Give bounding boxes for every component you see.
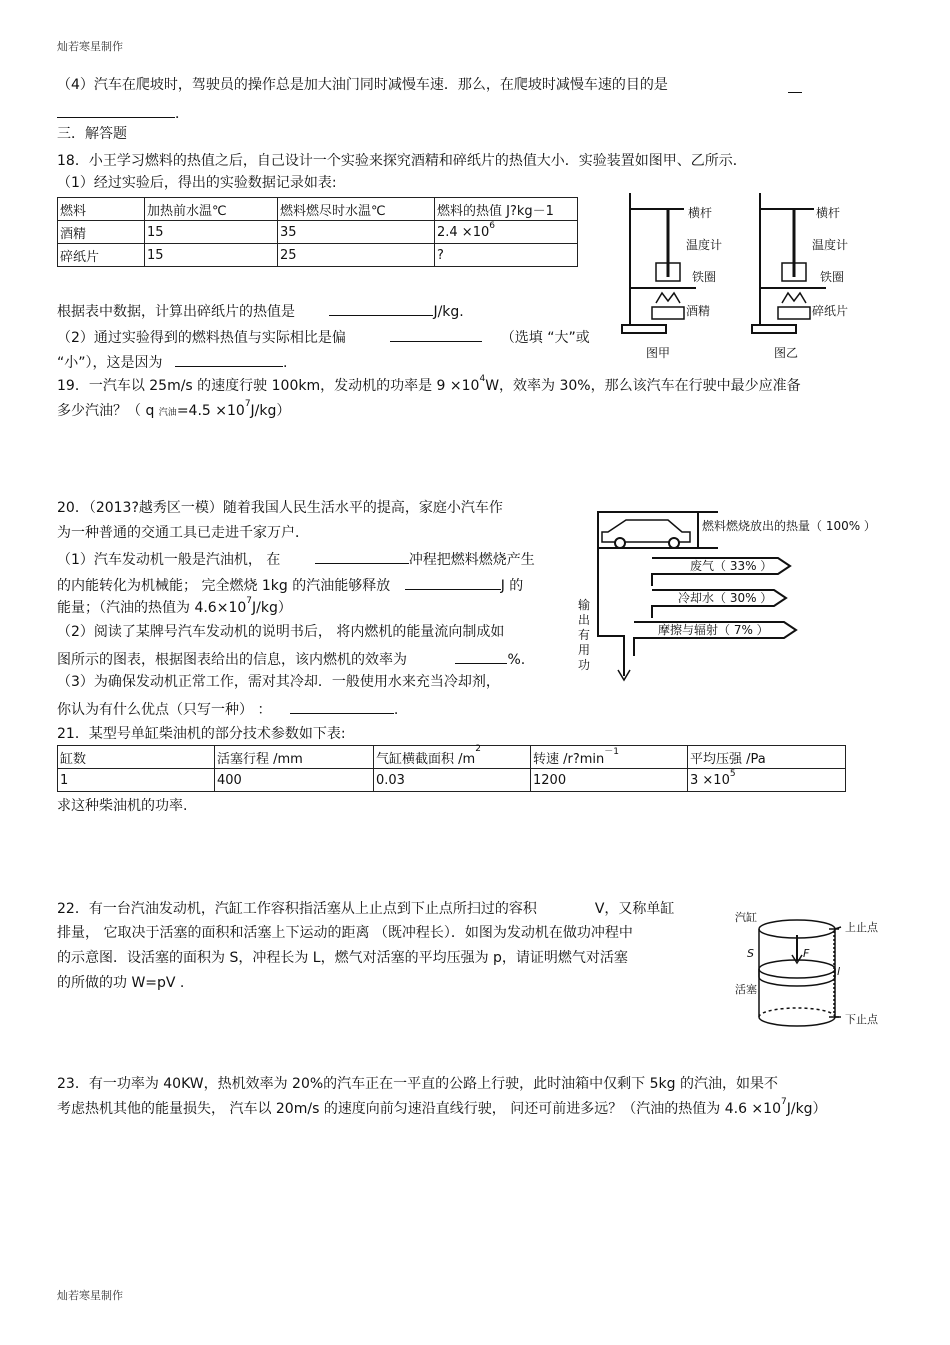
q20-line8: （3）为确保发动机正常工作，需对其冷却．一般使用水来充当冷却剂，: [57, 674, 500, 690]
table-row: [58, 221, 578, 244]
flow-exhaust: 废气（ 33% ）: [690, 559, 773, 573]
flow-cooling: 冷却水（ 30% ）: [678, 591, 773, 605]
table-cell: 1: [58, 769, 215, 792]
q20-line1: 20．（2013?越秀区一模）随着我国人民生活水平的提高，家庭小汽车作: [57, 500, 503, 516]
q21-intro: 21．某型号单缸柴油机的部分技术参数如下表:: [57, 726, 346, 742]
q19-line2: 多少汽油？（ q 汽油$=4.5 \times 10^7J/kg$）: [57, 399, 291, 419]
q17-4-line2: ．: [57, 103, 189, 123]
q20-line3: （1）汽车发动机一般是汽油机， 在 冲程把燃料燃烧产生: [57, 549, 535, 569]
q18-sub2: （2）通过实验得到的燃料热值与实际相比是偏 （选填 “大”或: [57, 327, 590, 347]
q22-line2: 排量， 它取决于活塞的面积和活塞上下运动的距离 （既冲程长）．如图为发动机在做功冲程中: [57, 925, 633, 941]
page-footer: 灿若寒星制作: [57, 1289, 123, 1302]
table-header-cell: 转速 $/r?\min^{-1}$: [531, 746, 688, 769]
q21-spec-table: [57, 745, 846, 792]
table-row: [58, 769, 846, 792]
label-ring-right: 铁圈: [820, 270, 845, 284]
table-header-cell: 缸数: [58, 746, 215, 769]
q20-line9: 你认为有什么优点（只写一种） ： .: [57, 699, 398, 719]
table-header-cell: 加热前水温℃: [145, 198, 278, 221]
q20-stroke-blank[interactable]: [315, 549, 409, 564]
table-cell: ?: [435, 244, 578, 267]
q20-line6: （2）阅读了某牌号汽车发动机的说明书后， 将内燃机的能量流向制成如: [57, 624, 505, 640]
table-cell: 酒精: [58, 221, 145, 244]
label-length-l: l: [837, 965, 841, 978]
table-header-cell: 气缸横截面积 $/m^2$: [374, 746, 531, 769]
label-cylinder: 汽缸: [735, 911, 757, 924]
table-header-row: [58, 746, 846, 769]
table-cell: 15: [145, 221, 278, 244]
label-beam-right: 横杆: [816, 206, 841, 220]
q18-data-table: [57, 197, 578, 267]
q20-line4: 的内能转化为机械能； 完全燃烧 1kg 的汽油能够释放 J 的: [57, 575, 523, 595]
label-force-f: F: [803, 947, 810, 960]
q21-question: 求这种柴油机的功率.: [57, 798, 188, 814]
section-title: 三．解答题: [57, 126, 127, 142]
label-bottom-dead-center: 下止点: [845, 1013, 878, 1026]
table-cell: 0.03: [374, 769, 531, 792]
label-paper: 碎纸片: [812, 304, 849, 318]
table-header-cell: 平均压强 /Pa: [688, 746, 846, 769]
q22-cylinder-figure: [735, 905, 885, 1035]
table-cell: $3 \times 10^5$: [688, 769, 846, 792]
table-cell: 15: [145, 244, 278, 267]
q18-apparatus-figure: [616, 185, 868, 365]
q17-4-line1: （4）汽车在爬坡时，驾驶员的操作总是加大油门同时减慢车速．那么，在爬坡时减慢车速的目的是: [57, 77, 668, 93]
q18-sub1: （1）经过实验后，得出的实验数据记录如表:: [57, 175, 337, 191]
q20-line7: 图所示的图表，根据图表给出的信息，该内燃机的效率为 %.: [57, 649, 525, 669]
table-cell: 400: [215, 769, 374, 792]
figure-label-right: 图乙: [774, 346, 799, 360]
table-cell: 25: [278, 244, 435, 267]
q23-line2: 考虑热机其他的能量损失， 汽车以 20m/s 的速度向前匀速沿直线行驶， 问还可前进多远？（汽油的热值为 $4.6 \times 10^7J/kg$）: [57, 1097, 827, 1117]
table-cell: 1200: [531, 769, 688, 792]
q20-energy-blank[interactable]: [405, 575, 501, 590]
q20-line2: 为一种普通的交通工具已走进千家万户．: [57, 525, 309, 541]
label-top-dead-center: 上止点: [845, 921, 878, 934]
table-header-cell: 燃料燃尽时水温℃: [278, 198, 435, 221]
flow-title: 燃料燃烧放出的热量（ 100% ）: [702, 519, 876, 533]
q17-4-blank[interactable]: [57, 103, 175, 118]
table-cell: 35: [278, 221, 435, 244]
q20-line5: 能量；（汽油的热值为 $4.6\times 10^7J/kg$）: [57, 596, 292, 616]
q20-advantage-blank[interactable]: [290, 699, 394, 714]
table-cell: $2.4 \times 10^6$: [435, 221, 578, 244]
q23-line1: 23．有一功率为 40KW，热机效率为 20%的汽车正在一平直的公路上行驶，此时油箱中仅剩下 5kg 的汽油，如果不: [57, 1076, 778, 1092]
label-thermometer-left: 温度计: [686, 238, 723, 252]
figure-label-left: 图甲: [646, 346, 671, 360]
q18-calc-blank[interactable]: [329, 301, 433, 316]
label-beam-left: 横杆: [688, 206, 713, 220]
table-header-cell: 燃料: [58, 198, 145, 221]
q18-calc: 根据表中数据，计算出碎纸片的热值是 J/kg.: [57, 301, 464, 321]
table-cell: 碎纸片: [58, 244, 145, 267]
flow-output: 输出有用功: [578, 598, 591, 672]
q20-efficiency-blank[interactable]: [455, 649, 507, 664]
table-header-cell: 燃料的热值 J?kg－1: [435, 198, 578, 221]
page-header: 灿若寒星制作: [57, 40, 123, 53]
q19-line1: 19．一汽车以 25m/s 的速度行驶 100km，发动机的功率是 $9 \times 10^4W$，效率为 30%，那么该汽车在行驶中最少应准备: [57, 374, 801, 394]
q22-line4: 的所做的功 W=pV .: [57, 975, 185, 991]
q18-reason-blank[interactable]: [175, 352, 283, 367]
label-thermometer-right: 温度计: [812, 238, 849, 252]
q22-line3: 的示意图．设活塞的面积为 S，冲程长为 L，燃气对活塞的平均压强为 p，请证明燃气对活塞: [57, 950, 628, 966]
q17-4-blank-short[interactable]: [788, 78, 802, 93]
label-piston: 活塞: [735, 983, 757, 996]
table-row: [58, 244, 578, 267]
label-alcohol: 酒精: [686, 304, 711, 318]
label-area-s: S: [747, 947, 754, 960]
flow-friction: 摩擦与辐射（ 7% ）: [658, 623, 769, 637]
q18-intro: 18．小王学习燃料的热值之后，自己设计一个实验来探究酒精和碎纸片的热值大小．实验装置如图甲、乙所示．: [57, 153, 747, 169]
q18-sub2-line2: “小”），这是因为 .: [57, 352, 287, 372]
q22-line1: 22．有一台汽油发动机，汽缸工作容积指活塞从上止点到下止点所扫过的容积 V，又称单缸: [57, 901, 675, 917]
q18-sub2-blank[interactable]: [390, 327, 482, 342]
label-ring-left: 铁圈: [692, 270, 717, 284]
table-header-row: [58, 198, 578, 221]
q20-energy-flow-figure: [578, 506, 890, 688]
table-header-cell: 活塞行程 /mm: [215, 746, 374, 769]
